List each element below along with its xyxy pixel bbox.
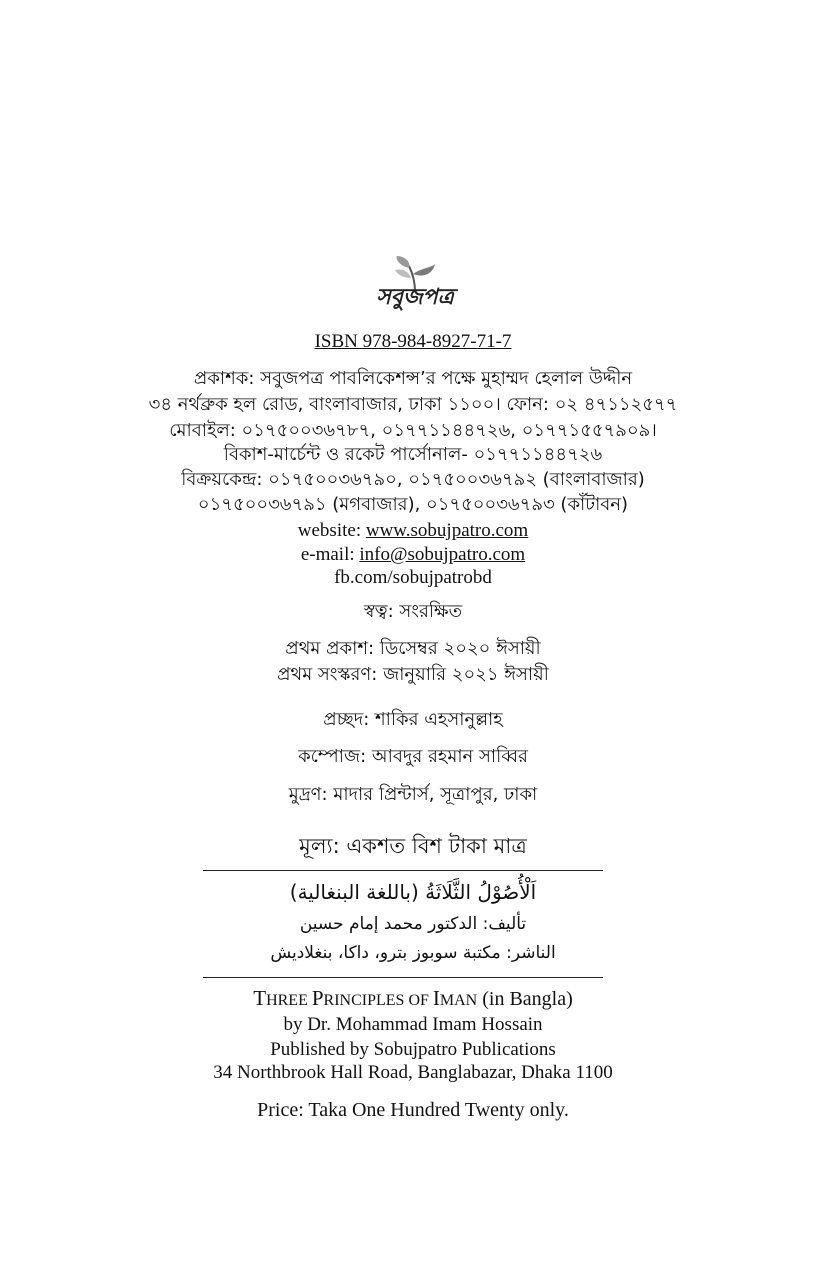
title-letter-t: T	[253, 986, 267, 1010]
printer-credit: মুদ্রণ: মাদার প্রিন্টার্স, সূত্রাপুর, ঢাকা	[288, 784, 538, 805]
divider-bottom	[203, 977, 603, 978]
copyright-notice: স্বত্ব: সংরক্ষিত	[363, 601, 463, 622]
isbn: ISBN 978-984-8927-71-7	[314, 331, 512, 352]
publisher-logo	[363, 254, 467, 316]
arabic-author: تأليف: الدكتور محمد إمام حسين	[299, 914, 527, 934]
publisher-address: ৩৪ নর্থব্রুক হল রোড, বাংলাবাজার, ঢাকা ১১০০। ফোন: ০২ ৪৭১১২৫৭৭	[148, 394, 678, 415]
title-hree: HREE	[266, 992, 312, 1009]
english-publisher: Published by Sobujpatro Publications	[270, 1039, 556, 1060]
title-of: OF	[408, 992, 433, 1009]
compose-credit: কম্পোজ: আবদুর রহমান সাব্বির	[298, 746, 528, 767]
cover-design-credit: প্রচ্ছদ: শাকির এহসানুল্লাহ	[323, 709, 503, 730]
publisher-line-1: প্রকাশক: সবুজপত্র পাবলিকেশন্স’র পক্ষে মুহাম্মদ হেলাল উদ্দীন	[193, 368, 633, 389]
english-address: 34 Northbrook Hall Road, Banglabazar, Dhaka 1100	[213, 1062, 613, 1083]
price-bangla: মূল্য: একশত বিশ টাকা মাত্র	[299, 834, 527, 858]
title-letter-i: I	[432, 986, 440, 1010]
arabic-title: اَلْأُصُوْلُ الثَّلَاثَةُ (باللغة البنغالية)	[289, 880, 537, 904]
arabic-publisher: الناشر: مكتبة سوبوز بترو، داكا، بنغلاديش	[270, 943, 556, 963]
title-man: MAN	[439, 992, 478, 1009]
sales-center-1: বিক্রয়কেন্দ্র: ০১৭৫০০৩৬৭৯০, ০১৭৫০০৩৬৭৯২ (বাংলাবাজার)	[181, 469, 645, 490]
english-title	[0, 986, 826, 1011]
first-reprint: প্রথম সংস্করণ: জানুয়ারি ২০২১ ঈসায়ী	[277, 664, 549, 685]
first-edition: প্রথম প্রকাশ: ডিসেম্বর ২০২০ ঈসায়ী	[285, 638, 541, 659]
website-link[interactable]: www.sobujpatro.com	[365, 520, 529, 541]
email-line	[0, 544, 826, 566]
english-price: Price: Taka One Hundred Twenty only.	[257, 1099, 569, 1121]
email-label: e-mail:	[300, 544, 360, 565]
facebook-line: fb.com/sobujpatrobd	[334, 567, 492, 588]
title-letter-p: P	[311, 986, 324, 1010]
english-author: by Dr. Mohammad Imam Hossain	[283, 1014, 543, 1035]
publisher-bkash: বিকাশ-মার্চেন্ট ও রকেট পার্সোনাল- ০১৭৭১১৪৪৭২৬	[223, 444, 603, 465]
website-line	[0, 520, 826, 542]
divider-top	[203, 870, 603, 871]
title-rinciples: RINCIPLES	[323, 992, 409, 1009]
website-label: website:	[297, 520, 366, 541]
title-suffix: (in Bangla)	[477, 988, 573, 1010]
publisher-mobile: মোবাইল: ০১৭৫০০৩৬৭৮৭, ০১৭৭১১৪৪৭২৬, ০১৭৭১৫৫৭৯০৯।	[169, 420, 657, 441]
sales-center-2: ০১৭৫০০৩৬৭৯১ (মগবাজার), ০১৭৫০০৩৬৭৯৩ (কাঁটাবন)	[197, 494, 629, 515]
logo-wordmark: সবুজপত্র	[376, 285, 454, 310]
email-link[interactable]: info@sobujpatro.com	[359, 544, 526, 565]
